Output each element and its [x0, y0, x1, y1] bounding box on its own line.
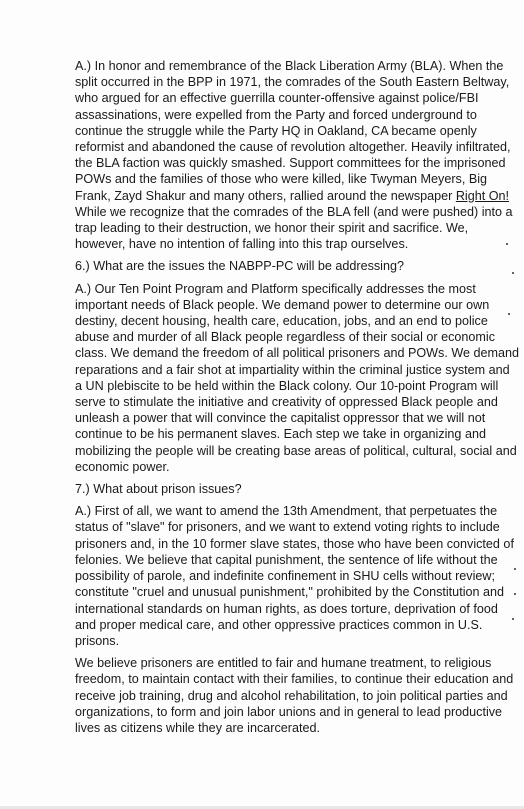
scan-speck: [514, 568, 516, 570]
question-6: 6.) What are the issues the NABPP-PC will be addressing?: [75, 259, 404, 274]
answer-6-paragraph: A.) Our Ten Point Program and Platform specifically addresses the most important needs of Black people. We demand power to determine our own destiny, decent housing, health care, education, jobs, and an end to police abuse and murder of all Black people regardless of their social or economic class. We demand the freedom of all political prisoners and POWs. We demand reparations and a fair shot at impartiality within the criminal justice system and a UN plebiscite to be held within the Black colony. Our 10-point Program will serve to stimulate the initiative and creativity of oppressed Black people and unleash a power that will convince the capitalist oppressor that we will not continue to be his permanent slaves. Each step we take in organizing and mobilizing the people will be creating base areas of political, cultural, social and economic power.: [75, 281, 520, 474]
document-body: [75, 58, 520, 742]
scan-speck: [508, 313, 510, 315]
prisoner-rights-paragraph: We believe prisoners are entitled to fair and humane treatment, to religious freedom, to maintain contact with their families, to continue their education and receive job training, drug and alcohol rehabilitation, to join political parties and organizations, to form and join labor unions and in general to lead productive lives as citizens while they are incarcerated.: [75, 656, 514, 735]
answer-bla-paragraph: [75, 58, 520, 252]
scan-speck: [506, 243, 508, 245]
answer-bla-text-before: A.) In honor and remembrance of the Black Liberation Army (BLA). When the split occurred in the BPP in 1971, the comrades of the South Eastern Beltway, who argued for an effective guerrilla counter-offensive against police/FBI assassinations, were expelled from the Party and forced underground to continue the struggle while the Party HQ in Oakland, CA became openly reformist and abandoned the cause of revolution altogether. Heavily infiltrated, the BLA faction was quickly smashed. Support committees for the imprisoned POWs and the families of those who were killed, like Twyman Meyers, Big Frank, Zayd Shakur and many others, rallied around the newspaper: [75, 59, 511, 203]
scan-speck: [514, 593, 516, 595]
question-7: 7.) What about prison issues?: [75, 482, 242, 497]
answer-7-paragraph: A.) First of all, we want to amend the 13th Amendment, that perpetuates the status of "slave" for prisoners, and we want to extend voting rights to include prisoners and, in the 10 former slave states, those who have been convicted of felonies. We believe that capital punishment, the sentence of life without the possibility of parole, and indefinite confinement in SHU cells without review; constitute "cruel and unusual punishment," prohibited by the Constitution and international standards on human rights, as does torture, deprivation of food and proper medical care, and other oppressive practices common in U.S. prisons.: [75, 504, 514, 648]
answer-bla-text-after: While we recognize that the comrades of the BLA fell (and were pushed) into a trap leading to their destruction, we honor their spirit and sacrifice. We, however, have no intention of falling into this trap ourselves.: [75, 204, 513, 252]
newspaper-title: Right On!: [455, 188, 510, 203]
scan-speck: [512, 618, 514, 620]
scan-speck: [512, 272, 514, 274]
